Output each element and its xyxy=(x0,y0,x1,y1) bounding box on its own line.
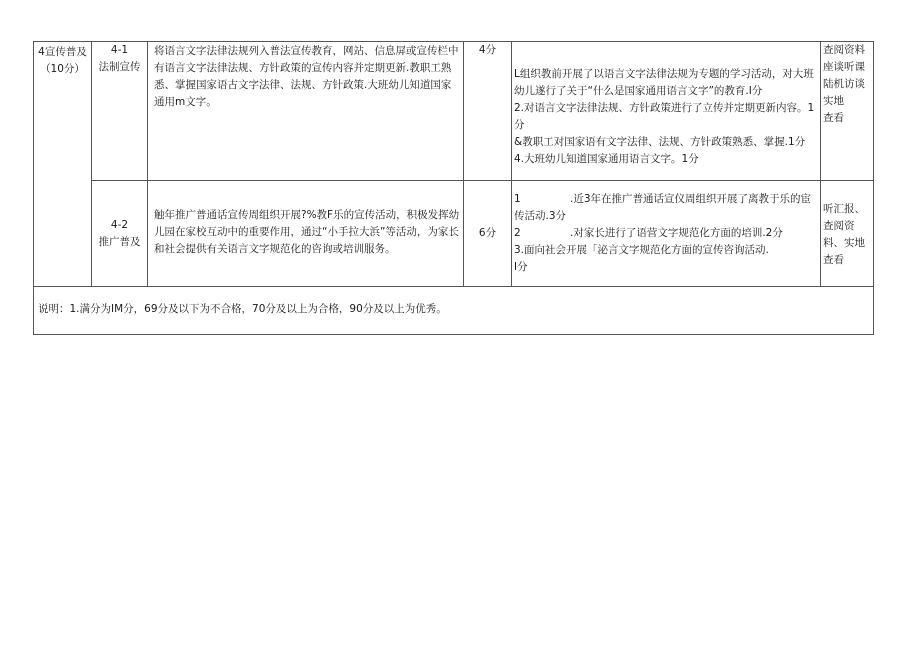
method-line: 查看 xyxy=(823,112,844,124)
item-name: 法制宣传 xyxy=(98,61,141,73)
criteria-line: 4.大班幼儿知道国家通用语言文字。1分 xyxy=(514,153,699,165)
criteria-cell xyxy=(512,42,821,181)
criteria-line: &教职工对国家语有文字法律、法规、方针政策熟悉、掌握.1分 xyxy=(514,136,806,148)
method-cell xyxy=(821,181,874,287)
table-row xyxy=(34,42,874,181)
method-line: 料、实地 xyxy=(823,237,865,249)
item-score: 4分 xyxy=(464,42,512,181)
category-title: 4宣传普及 xyxy=(38,46,87,58)
criteria-cell xyxy=(512,181,821,287)
method-line: 实地 xyxy=(823,95,844,107)
table-row xyxy=(34,181,874,287)
method-cell xyxy=(821,42,874,181)
method-line: 听汇报、 xyxy=(823,203,865,215)
item-code: 4-1 xyxy=(110,44,129,56)
criteria-line: 3.面向社会开展「泌言文字规范化方面的宣传咨询活动. xyxy=(514,244,769,256)
item-content: 将语言文字法律法规列入普法宣传教育，网站、信息屏或宣传栏中有语言文字法律法规、方针政策的宣传内容并定期更新.教职工熟悉、掌握国家语古文字法律、法规、方针政策.大班幼儿知道国家通用m文字。 xyxy=(148,42,464,181)
criteria-line xyxy=(514,225,818,242)
method-line: 查阅资料 xyxy=(823,44,865,56)
method-line: 查看 xyxy=(823,254,844,266)
item-code-cell xyxy=(92,42,148,181)
criteria-line xyxy=(514,191,818,225)
table-note: 说明：1.满分为IM分，69分及以下为不合格，70分及以上为合格，90分及以上为优秀。 xyxy=(34,287,874,335)
criteria-number: 1 xyxy=(514,193,521,205)
item-code-cell xyxy=(92,181,148,287)
criteria-line: I分 xyxy=(514,261,528,273)
item-score: 6分 xyxy=(464,181,512,287)
item-code: 4-2 xyxy=(110,218,129,231)
item-name: 推广普及 xyxy=(98,235,141,248)
item-content: 触年推广普通话宣传周组织开展?%教F乐的宣传活动，积极发挥幼儿园在家校互动中的重要作用，通过“小手拉大浜”等活动，为家长和社会提供有关语言文字规范化的咨询或培训服务。 xyxy=(148,181,464,287)
method-line: 陆机访谈 xyxy=(823,78,865,90)
category-cell xyxy=(34,42,92,287)
method-line: 座谈听课 xyxy=(823,61,865,73)
criteria-number: 2 xyxy=(514,227,521,239)
method-line: 查阅资 xyxy=(823,220,855,232)
evaluation-table xyxy=(33,41,874,335)
criteria-text: .近3年在推广普通话宣仪周组织开展了离教于乐的宦传活动.3分 xyxy=(514,193,812,222)
category-points: （10分） xyxy=(40,63,85,75)
table-row xyxy=(34,287,874,335)
criteria-line: 2.对语言文字法律法规、方针政策进行了立传并定期更新内容。1分 xyxy=(514,102,815,131)
criteria-text: .对家长进行了语营文字规范化方面的培训.2分 xyxy=(570,227,783,239)
criteria-line: L组织教前开展了以语言文字法律法规为专题的学习活动，对大班幼儿遂行了关于“什么是国家通用语言文字”的教育.I分 xyxy=(514,68,814,97)
